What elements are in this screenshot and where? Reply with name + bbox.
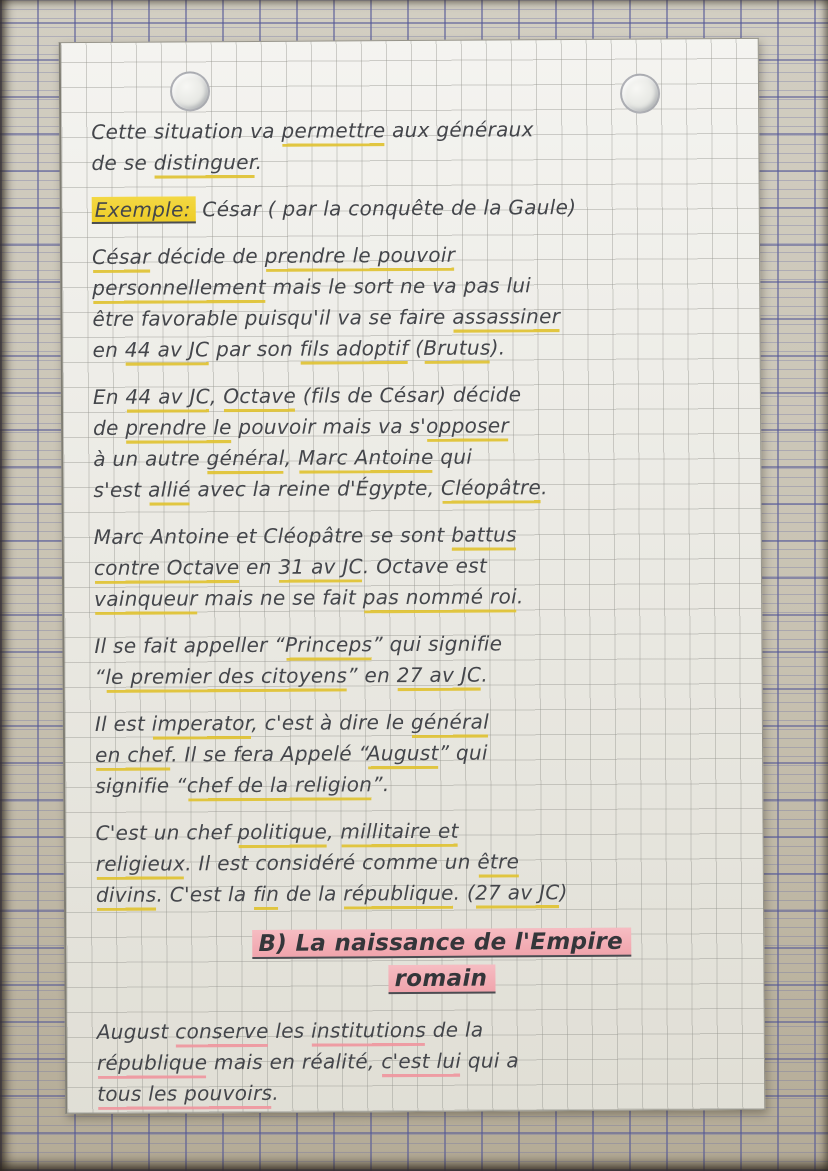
punch-hole-right xyxy=(620,73,660,113)
handwritten-line xyxy=(92,191,743,226)
handwritten-line xyxy=(94,549,745,584)
highlighted-text: 27 av JC xyxy=(396,662,482,688)
text-segment: . xyxy=(255,149,263,174)
highlighted-text: en chef xyxy=(95,742,172,767)
text-segment: . xyxy=(516,584,524,609)
text-segment: s'est xyxy=(93,477,149,502)
text-segment: , xyxy=(326,819,341,844)
handwritten-line xyxy=(93,409,744,444)
text-segment: de la xyxy=(425,1017,484,1042)
text-segment: de la xyxy=(279,881,344,906)
highlighted-text: Marc Antoine xyxy=(297,444,434,470)
highlighted-text: politique xyxy=(237,819,328,845)
handwritten-line xyxy=(93,440,744,475)
highlighted-text: Exemple: xyxy=(92,196,196,224)
highlighted-text: être xyxy=(477,849,520,874)
text-segment: Il est xyxy=(94,711,152,736)
text-segment: ) xyxy=(559,880,568,905)
text-segment: qui xyxy=(433,444,473,469)
section-heading xyxy=(96,923,747,999)
text-segment: César ( par la conquête de la Gaule) xyxy=(195,194,577,222)
highlighted-text: August xyxy=(366,740,439,766)
handwritten-paragraph xyxy=(95,705,747,802)
punch-hole-left xyxy=(170,71,210,111)
highlighted-text: romain xyxy=(389,964,496,994)
text-segment: à un autre xyxy=(93,446,207,471)
text-segment: ” en xyxy=(347,663,397,688)
handwritten-line xyxy=(93,331,744,366)
text-segment: . Octave est xyxy=(362,553,488,579)
text-segment: avec la reine d'Égypte, xyxy=(190,475,442,502)
highlighted-text: général xyxy=(206,445,285,471)
handwritten-paragraph xyxy=(94,518,746,615)
text-segment: aux généraux xyxy=(385,117,534,143)
highlighted-text: prendre le xyxy=(125,415,232,440)
text-segment: . Il se fera Appelé “ xyxy=(171,741,367,767)
highlighted-text: 44 av JC xyxy=(124,337,210,362)
highlighted-text: chef de la religion xyxy=(186,772,373,798)
highlighted-text: allié xyxy=(148,477,191,502)
highlighted-text: institutions xyxy=(311,1017,427,1043)
highlighted-text: contre Octave xyxy=(93,555,240,580)
text-segment: “ xyxy=(94,664,106,689)
highlighted-text: assassiner xyxy=(452,304,561,329)
highlighted-text: république xyxy=(343,880,454,906)
text-segment: Cette situation va xyxy=(91,118,282,144)
highlighted-text: vainqueur xyxy=(94,586,198,611)
text-segment: pouvoir mais va s' xyxy=(231,413,427,440)
text-segment: signifie “ xyxy=(95,773,187,798)
handwritten-line xyxy=(97,1013,748,1048)
handwritten-line xyxy=(96,876,747,911)
handwritten-paragraph xyxy=(93,378,745,506)
text-segment: en xyxy=(92,337,125,362)
text-segment: les xyxy=(268,1018,312,1043)
handwritten-paragraph xyxy=(97,1013,749,1110)
highlighted-text: distinguer xyxy=(153,149,256,175)
highlighted-text: B) La naissance de l'Empire xyxy=(252,928,631,959)
text-segment: ”. xyxy=(372,772,390,797)
text-segment: mais ne se fait xyxy=(197,585,363,611)
text-segment: par son xyxy=(209,336,300,362)
highlighted-text: personnellement xyxy=(92,274,267,300)
text-segment: En xyxy=(92,384,126,409)
highlighted-text: le premier des citoyens xyxy=(105,663,348,689)
handwritten-paragraph xyxy=(95,814,747,911)
highlighted-text: 27 av JC xyxy=(474,880,560,905)
highlighted-text: César xyxy=(91,244,151,269)
highlighted-text: tous les pouvoirs xyxy=(97,1080,273,1106)
handwritten-line xyxy=(92,269,743,304)
highlighted-text: millitaire et xyxy=(340,818,459,844)
highlighted-text: religieux xyxy=(95,851,186,876)
text-segment: . C'est la xyxy=(156,881,254,907)
highlighted-text: 44 av JC xyxy=(125,384,211,409)
highlighted-text: Octave xyxy=(223,383,297,409)
handwritten-line xyxy=(91,113,742,148)
highlighted-text: permettre xyxy=(281,118,386,143)
handwritten-line xyxy=(93,378,744,413)
highlighted-text: imperator xyxy=(151,710,252,736)
handwritten-line xyxy=(92,238,743,273)
text-segment: qui a xyxy=(461,1048,519,1073)
text-segment: être favorable puisqu'il va se faire xyxy=(92,304,453,331)
text-segment: mais en réalité, xyxy=(207,1049,382,1075)
handwritten-paragraph xyxy=(92,191,743,226)
text-segment: décide de xyxy=(150,243,265,269)
highlighted-text: Princeps xyxy=(284,632,373,657)
sheet-content xyxy=(91,113,748,1105)
text-segment: , c'est à dire le xyxy=(251,710,412,735)
handwritten-line xyxy=(92,300,743,335)
highlighted-text: c'est lui xyxy=(381,1048,462,1074)
text-segment: . xyxy=(540,475,548,500)
highlighted-text: Brutus xyxy=(423,335,491,360)
handwritten-line xyxy=(136,923,747,963)
text-segment: Il se fait appeller “ xyxy=(94,632,286,658)
highlighted-text: conserve xyxy=(175,1018,269,1044)
text-segment: . xyxy=(272,1080,280,1105)
text-segment: ” qui signifie xyxy=(372,631,503,657)
text-segment: ). xyxy=(490,335,506,360)
handwritten-line xyxy=(95,736,746,771)
highlighted-text: pas nommé roi xyxy=(362,584,518,610)
highlighted-text: divins xyxy=(95,882,157,907)
text-segment: . Il est considéré comme un xyxy=(185,849,478,876)
text-segment: (fils de César) décide xyxy=(296,382,522,408)
text-segment: ” qui xyxy=(438,740,488,765)
handwritten-line xyxy=(94,518,745,553)
handwritten-line xyxy=(95,814,746,849)
text-segment: , xyxy=(284,445,299,470)
handwritten-line xyxy=(95,705,746,740)
highlighted-text: prendre le pouvoir xyxy=(264,242,456,268)
highlighted-text: général xyxy=(410,709,490,735)
text-segment: ( xyxy=(408,335,424,361)
text-segment: mais le sort ne va pas lui xyxy=(265,273,532,299)
text-segment: C'est un chef xyxy=(95,820,238,845)
highlighted-text: 31 av JC xyxy=(278,554,363,579)
handwritten-line xyxy=(96,845,747,880)
handwritten-line xyxy=(94,580,745,615)
handwritten-line xyxy=(95,658,746,693)
text-segment: de se xyxy=(91,150,154,175)
highlighted-text: fils adoptif xyxy=(299,336,409,361)
text-segment: Marc Antoine et Cléopâtre se sont xyxy=(93,522,452,549)
text-segment: en xyxy=(239,554,279,580)
text-segment: de xyxy=(93,415,126,440)
handwritten-paragraph xyxy=(91,113,742,179)
highlighted-text: Cléopâtre xyxy=(440,475,542,500)
text-segment: . xyxy=(481,662,489,687)
handwritten-line xyxy=(136,959,747,999)
handwritten-line xyxy=(94,627,745,662)
handwritten-paragraph xyxy=(92,238,744,366)
text-segment: . ( xyxy=(453,880,476,905)
handwritten-line xyxy=(95,767,746,802)
handwritten-line xyxy=(97,1075,748,1110)
handwritten-paragraph xyxy=(94,627,745,693)
highlighted-text: battus xyxy=(451,522,517,547)
text-segment: , xyxy=(209,384,224,409)
handwritten-line xyxy=(91,144,742,179)
highlighted-text: fin xyxy=(252,881,280,906)
highlighted-text: opposer xyxy=(425,413,510,438)
highlighted-text: république xyxy=(96,1050,208,1075)
handwritten-line xyxy=(93,471,744,506)
text-segment: August xyxy=(96,1019,176,1044)
notes-sheet xyxy=(59,38,766,1114)
handwritten-line xyxy=(97,1044,748,1079)
